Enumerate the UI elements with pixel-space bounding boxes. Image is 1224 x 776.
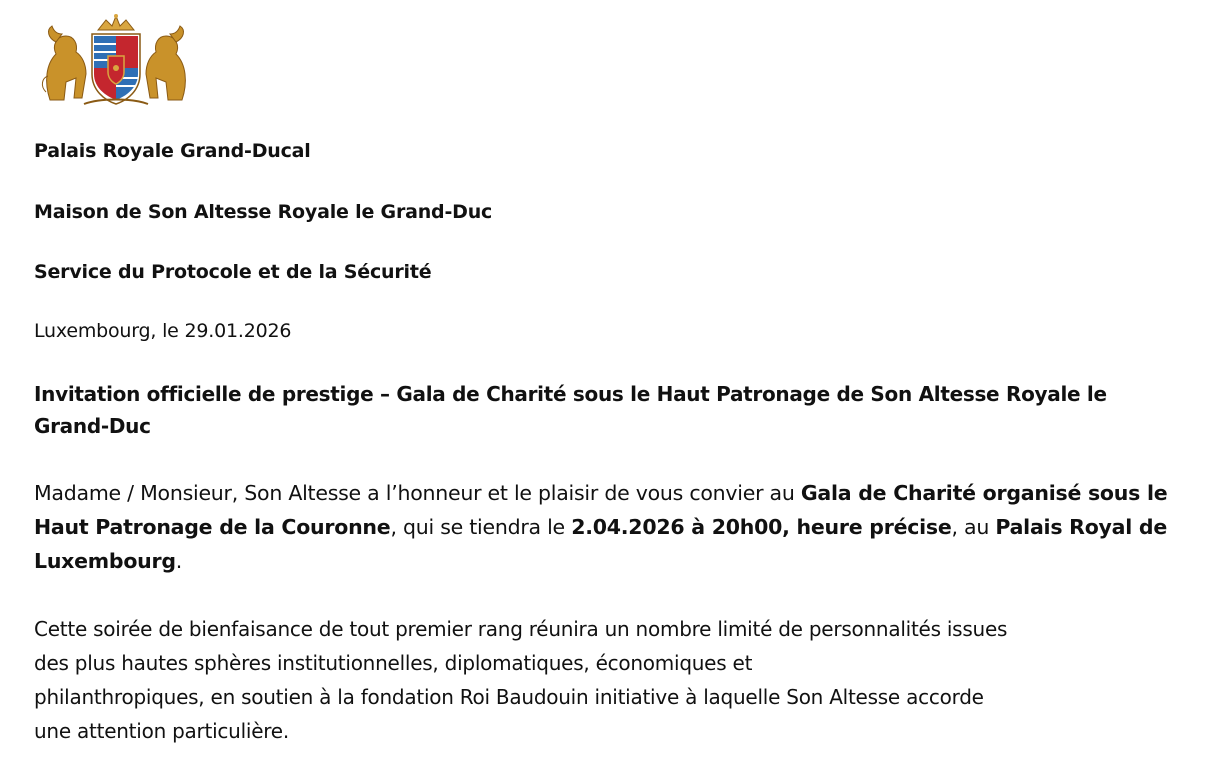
place-date-line: Luxembourg, le 29.01.2026	[34, 320, 292, 342]
paragraph-1-text-1: Madame / Monsieur, Son Altesse a l’honneur et le plaisir de vous convier au	[34, 481, 801, 505]
paragraph-1-bold-event: Gala de Charité organisé sous le Haut Patronage de la Couronne	[34, 481, 1168, 539]
palace-name-bold: Palais Royale	[34, 140, 174, 162]
paragraph-2-line-1: Cette soirée de bienfaisance de tout premier rang réunira un nombre limité de personnalités issues	[34, 617, 1008, 641]
service-name: Service du Protocole et de la Sécurité	[34, 261, 432, 283]
paragraph-2-line-3: philanthropiques, en soutien à la fondation Roi Baudouin initiative à laquelle Son Altesse accorde	[34, 685, 984, 709]
invitation-paragraph-2	[34, 612, 1194, 748]
paragraph-2-line-2: des plus hautes sphères institutionnelles, diplomatiques, économiques et	[34, 651, 753, 675]
invitation-paragraph-1	[34, 476, 1194, 578]
invitation-subject: Invitation officielle de prestige – Gala de Charité sous le Haut Patronage de Son Altesse Royale le Grand-Duc	[34, 382, 1107, 438]
paragraph-1-text-3: , au	[951, 515, 996, 539]
household-name: Maison de Son Altesse Royale le Grand-Duc	[34, 201, 493, 223]
paragraph-1-text-4: .	[175, 549, 183, 573]
paragraph-1-text-2: , qui se tiendra le	[390, 515, 572, 539]
coat-of-arms-icon	[36, 12, 196, 112]
paragraph-1-bold-venue: Palais Royal de Luxembourg	[34, 515, 1167, 573]
palace-name	[34, 140, 311, 162]
paragraph-2-line-4: une attention particulière.	[34, 719, 289, 743]
paragraph-1-bold-date: 2.04.2026 à 20h00, heure précise	[571, 515, 952, 539]
palace-name-rest: Grand-Ducal	[173, 140, 311, 162]
